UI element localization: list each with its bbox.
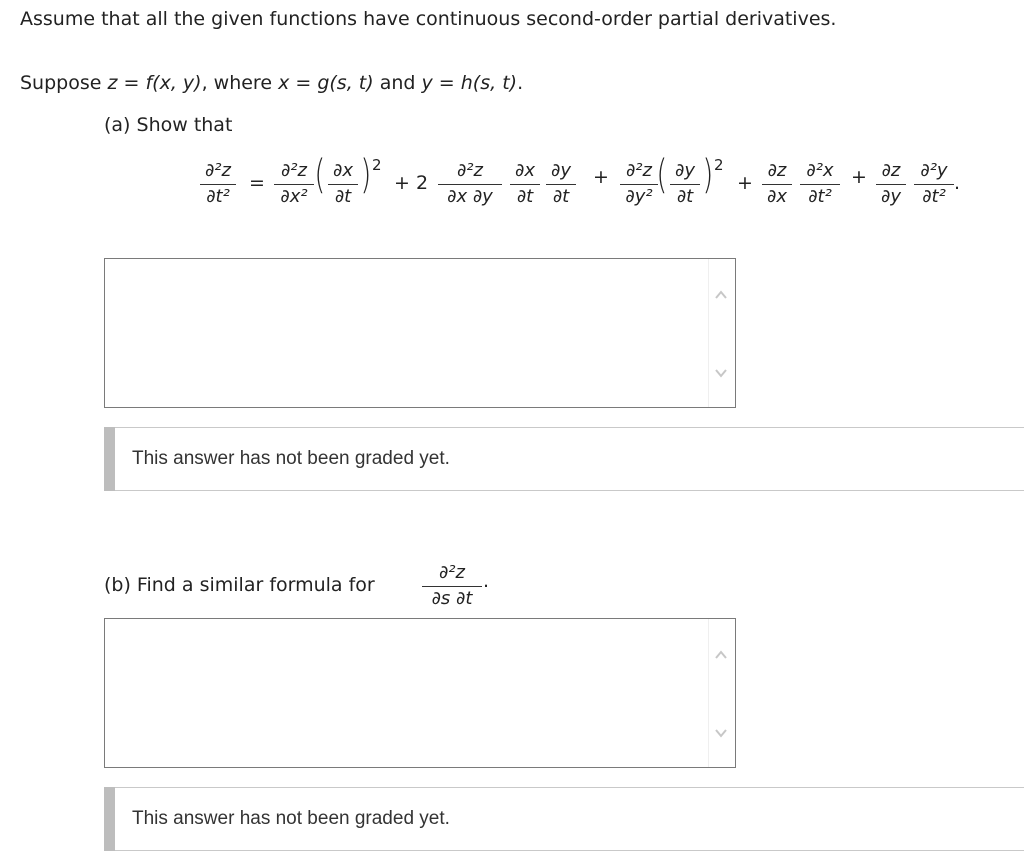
where-text: , where [201,72,273,94]
fraction-bar [328,184,358,185]
term5-second-denominator: ∂t² [922,186,946,207]
equals-1: = [123,72,140,94]
part-a-scrollbar[interactable] [708,259,735,407]
part-b-label: (b) Find a similar formula for [104,574,375,596]
fraction-bar [510,184,540,185]
lhs-fraction [198,160,238,210]
term3-inner-fraction [668,160,702,210]
fraction-bar [914,184,954,185]
term4-second-denominator: ∂t² [808,186,832,207]
term1-inner-denominator: ∂t [334,186,352,207]
var-x: x [278,72,290,94]
term1-fraction [272,160,316,210]
term2-second-denominator: ∂t [516,186,534,207]
g-of-st: g(s, t) [317,72,374,94]
part-b-denominator: ∂s ∂t [431,588,473,609]
part-b-grading-status [104,787,1024,851]
formula-period: . [954,172,961,194]
right-paren: ) [702,152,714,198]
fraction-bar [274,184,314,185]
part-b-answer-text[interactable] [111,625,703,761]
part-b-answer-box[interactable] [104,618,736,768]
part-b-numerator: ∂²z [439,562,465,583]
scroll-down-icon[interactable] [715,727,727,739]
fraction-bar [546,184,576,185]
fraction-bar [422,586,482,587]
term2-second-fraction [508,160,542,210]
var-y: y [421,72,433,94]
equals-2: = [295,72,312,94]
left-paren: ( [314,152,326,198]
fraction-bar [200,184,236,185]
part-b-fraction [420,562,484,612]
scroll-down-icon[interactable] [715,367,727,379]
plus-sign-2: + [737,172,753,194]
term5-numerator: ∂z [881,160,901,181]
scroll-up-icon[interactable] [715,289,727,301]
term3-numerator: ∂²z [626,160,652,181]
part-b-period: . [483,570,490,592]
term3-fraction [618,160,660,210]
right-paren: ) [360,152,372,198]
fraction-bar [438,184,502,185]
f-of-xy: f(x, y) [145,72,202,94]
fraction-bar [670,184,700,185]
suppose-end: . [517,72,524,94]
part-a-label: (a) Show that [104,114,233,136]
status-accent-bar [104,787,115,851]
term2-fraction [436,160,504,210]
part-a-grading-status [104,427,1024,491]
scroll-up-icon[interactable] [715,649,727,661]
part-a-graded-message: This answer has not been graded yet. [132,448,450,469]
term2-third-numerator: ∂y [551,160,571,181]
term4-second-numerator: ∂²x [806,160,834,181]
term2-third-fraction [544,160,578,210]
fraction-bar [876,184,906,185]
var-z: z [107,72,118,94]
plus-two: + 2 [394,172,429,194]
fraction-bar [762,184,792,185]
fraction-bar [620,184,658,185]
plus-sign-3: + [851,166,867,188]
h-of-st: h(s, t) [460,72,518,94]
lhs-numerator: ∂²z [205,160,231,181]
term2-third-denominator: ∂t [552,186,570,207]
term1-exponent: 2 [372,156,382,174]
part-b-scrollbar[interactable] [708,619,735,767]
term1-inner-fraction [326,160,360,210]
term5-second-numerator: ∂²y [920,160,948,181]
term3-inner-numerator: ∂y [675,160,695,181]
term1-numerator: ∂²z [281,160,307,181]
equals-sign: = [249,172,265,194]
term3-exponent: 2 [714,156,724,174]
term1-inner-numerator: ∂x [333,160,353,181]
and-text: and [379,72,416,94]
term4-second-fraction [798,160,842,210]
term3-inner-denominator: ∂t [676,186,694,207]
term2-second-numerator: ∂x [515,160,535,181]
equals-3: = [438,72,455,94]
term5-second-fraction [912,160,956,210]
term1-denominator: ∂x² [280,186,308,207]
term2-denominator: ∂x ∂y [447,186,493,207]
fraction-bar [800,184,840,185]
term4-fraction [760,160,794,210]
lhs-denominator: ∂t² [206,186,230,207]
part-a-answer-box[interactable] [104,258,736,408]
plus-sign-1: + [593,166,609,188]
term4-numerator: ∂z [767,160,787,181]
part-a-answer-text[interactable] [111,265,703,401]
status-accent-bar [104,427,115,491]
left-paren: ( [656,152,668,198]
part-a-formula [0,0,1024,220]
term4-denominator: ∂x [767,186,787,207]
term2-numerator: ∂²z [457,160,483,181]
part-b-graded-message: This answer has not been graded yet. [132,808,450,829]
instruction-text: Assume that all the given functions have continuous second-order partial derivatives. [20,8,837,30]
term3-denominator: ∂y² [625,186,653,207]
suppose-prefix: Suppose [20,72,102,94]
term5-fraction [874,160,908,210]
term5-denominator: ∂y [881,186,901,207]
